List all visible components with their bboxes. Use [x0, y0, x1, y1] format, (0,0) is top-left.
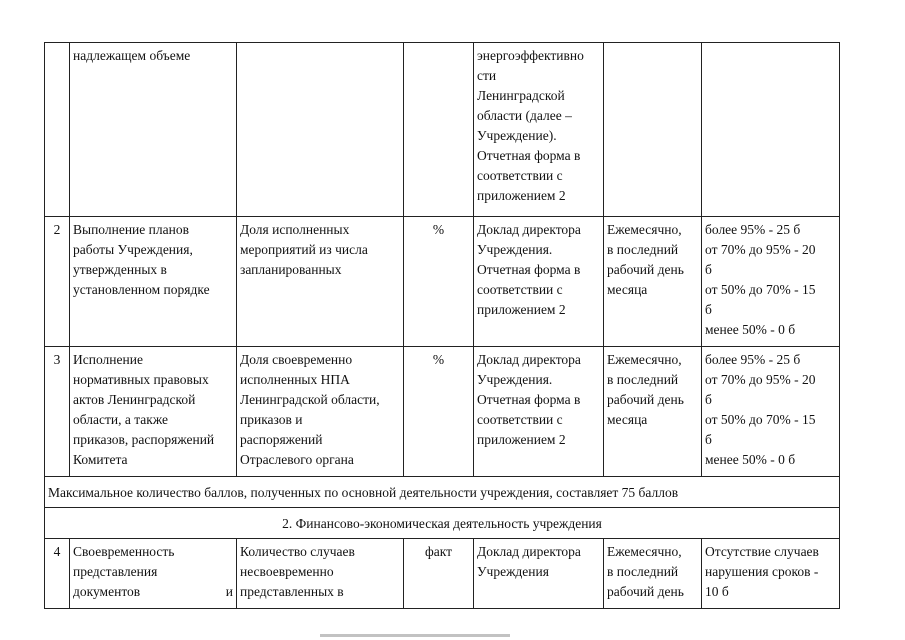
cell-unit	[404, 43, 474, 217]
summary-text: Максимальное количество баллов, полученных по основной деятельности учреждения, составляет 75 баллов	[45, 477, 840, 508]
cell-source: Доклад директора Учреждения. Отчетная форма в соответствии с приложением 2	[474, 217, 604, 347]
cell-criterion: Доля своевременно исполненных НПА Ленинградской области, приказов и распоряжений Отраслевого органа	[237, 347, 404, 477]
cell-number: 4	[45, 539, 70, 609]
cell-period: Ежемесячно, в последний рабочий день месяца	[604, 217, 702, 347]
cell-period: Ежемесячно, в последний рабочий день месяца	[604, 347, 702, 477]
cell-unit: %	[404, 347, 474, 477]
table-row-2	[45, 217, 840, 347]
cell-source: Доклад директора Учреждения	[474, 539, 604, 609]
cell-indicator: надлежащем объеме	[70, 43, 237, 217]
cell-number: 2	[45, 217, 70, 347]
cell-score: более 95% - 25 б от 70% до 95% - 20 б от 50% до 70% - 15 б менее 50% - 0 б	[702, 347, 840, 477]
scan-artifact-line	[320, 634, 510, 637]
table-row-3	[45, 347, 840, 477]
cell-indicator: Выполнение планов работы Учреждения, утвержденных в установленном порядке	[70, 217, 237, 347]
cell-score	[702, 43, 840, 217]
section-heading: 2. Финансово-экономическая деятельность учреждения	[45, 508, 840, 539]
cell-indicator: Исполнение нормативных правовых актов Ленинградской области, а также приказов, распоряжений Комитета	[70, 347, 237, 477]
cell-unit: %	[404, 217, 474, 347]
cell-score: Отсутствие случаев нарушения сроков - 10 б	[702, 539, 840, 609]
cell-criterion	[237, 43, 404, 217]
cell-criterion: Доля исполненных мероприятий из числа запланированных	[237, 217, 404, 347]
table-row-summary	[45, 477, 840, 508]
cell-number: 3	[45, 347, 70, 477]
cell-period: Ежемесячно, в последний рабочий день	[604, 539, 702, 609]
table-row-section-heading	[45, 508, 840, 539]
cell-source: энергоэффективно сти Ленинградской области (далее – Учреждение). Отчетная форма в соответствии с приложением 2	[474, 43, 604, 217]
cell-source: Доклад директора Учреждения. Отчетная форма в соответствии с приложением 2	[474, 347, 604, 477]
cell-unit: факт	[404, 539, 474, 609]
table-row-4	[45, 539, 840, 609]
cell-score: более 95% - 25 б от 70% до 95% - 20 б от 50% до 70% - 15 б менее 50% - 0 б	[702, 217, 840, 347]
cell-number	[45, 43, 70, 217]
criteria-table	[44, 42, 840, 609]
cell-period	[604, 43, 702, 217]
table-row-continuation	[45, 43, 840, 217]
cell-indicator: Своевременность представления документов и	[70, 539, 237, 609]
cell-criterion: Количество случаев несвоевременно представленных в	[237, 539, 404, 609]
